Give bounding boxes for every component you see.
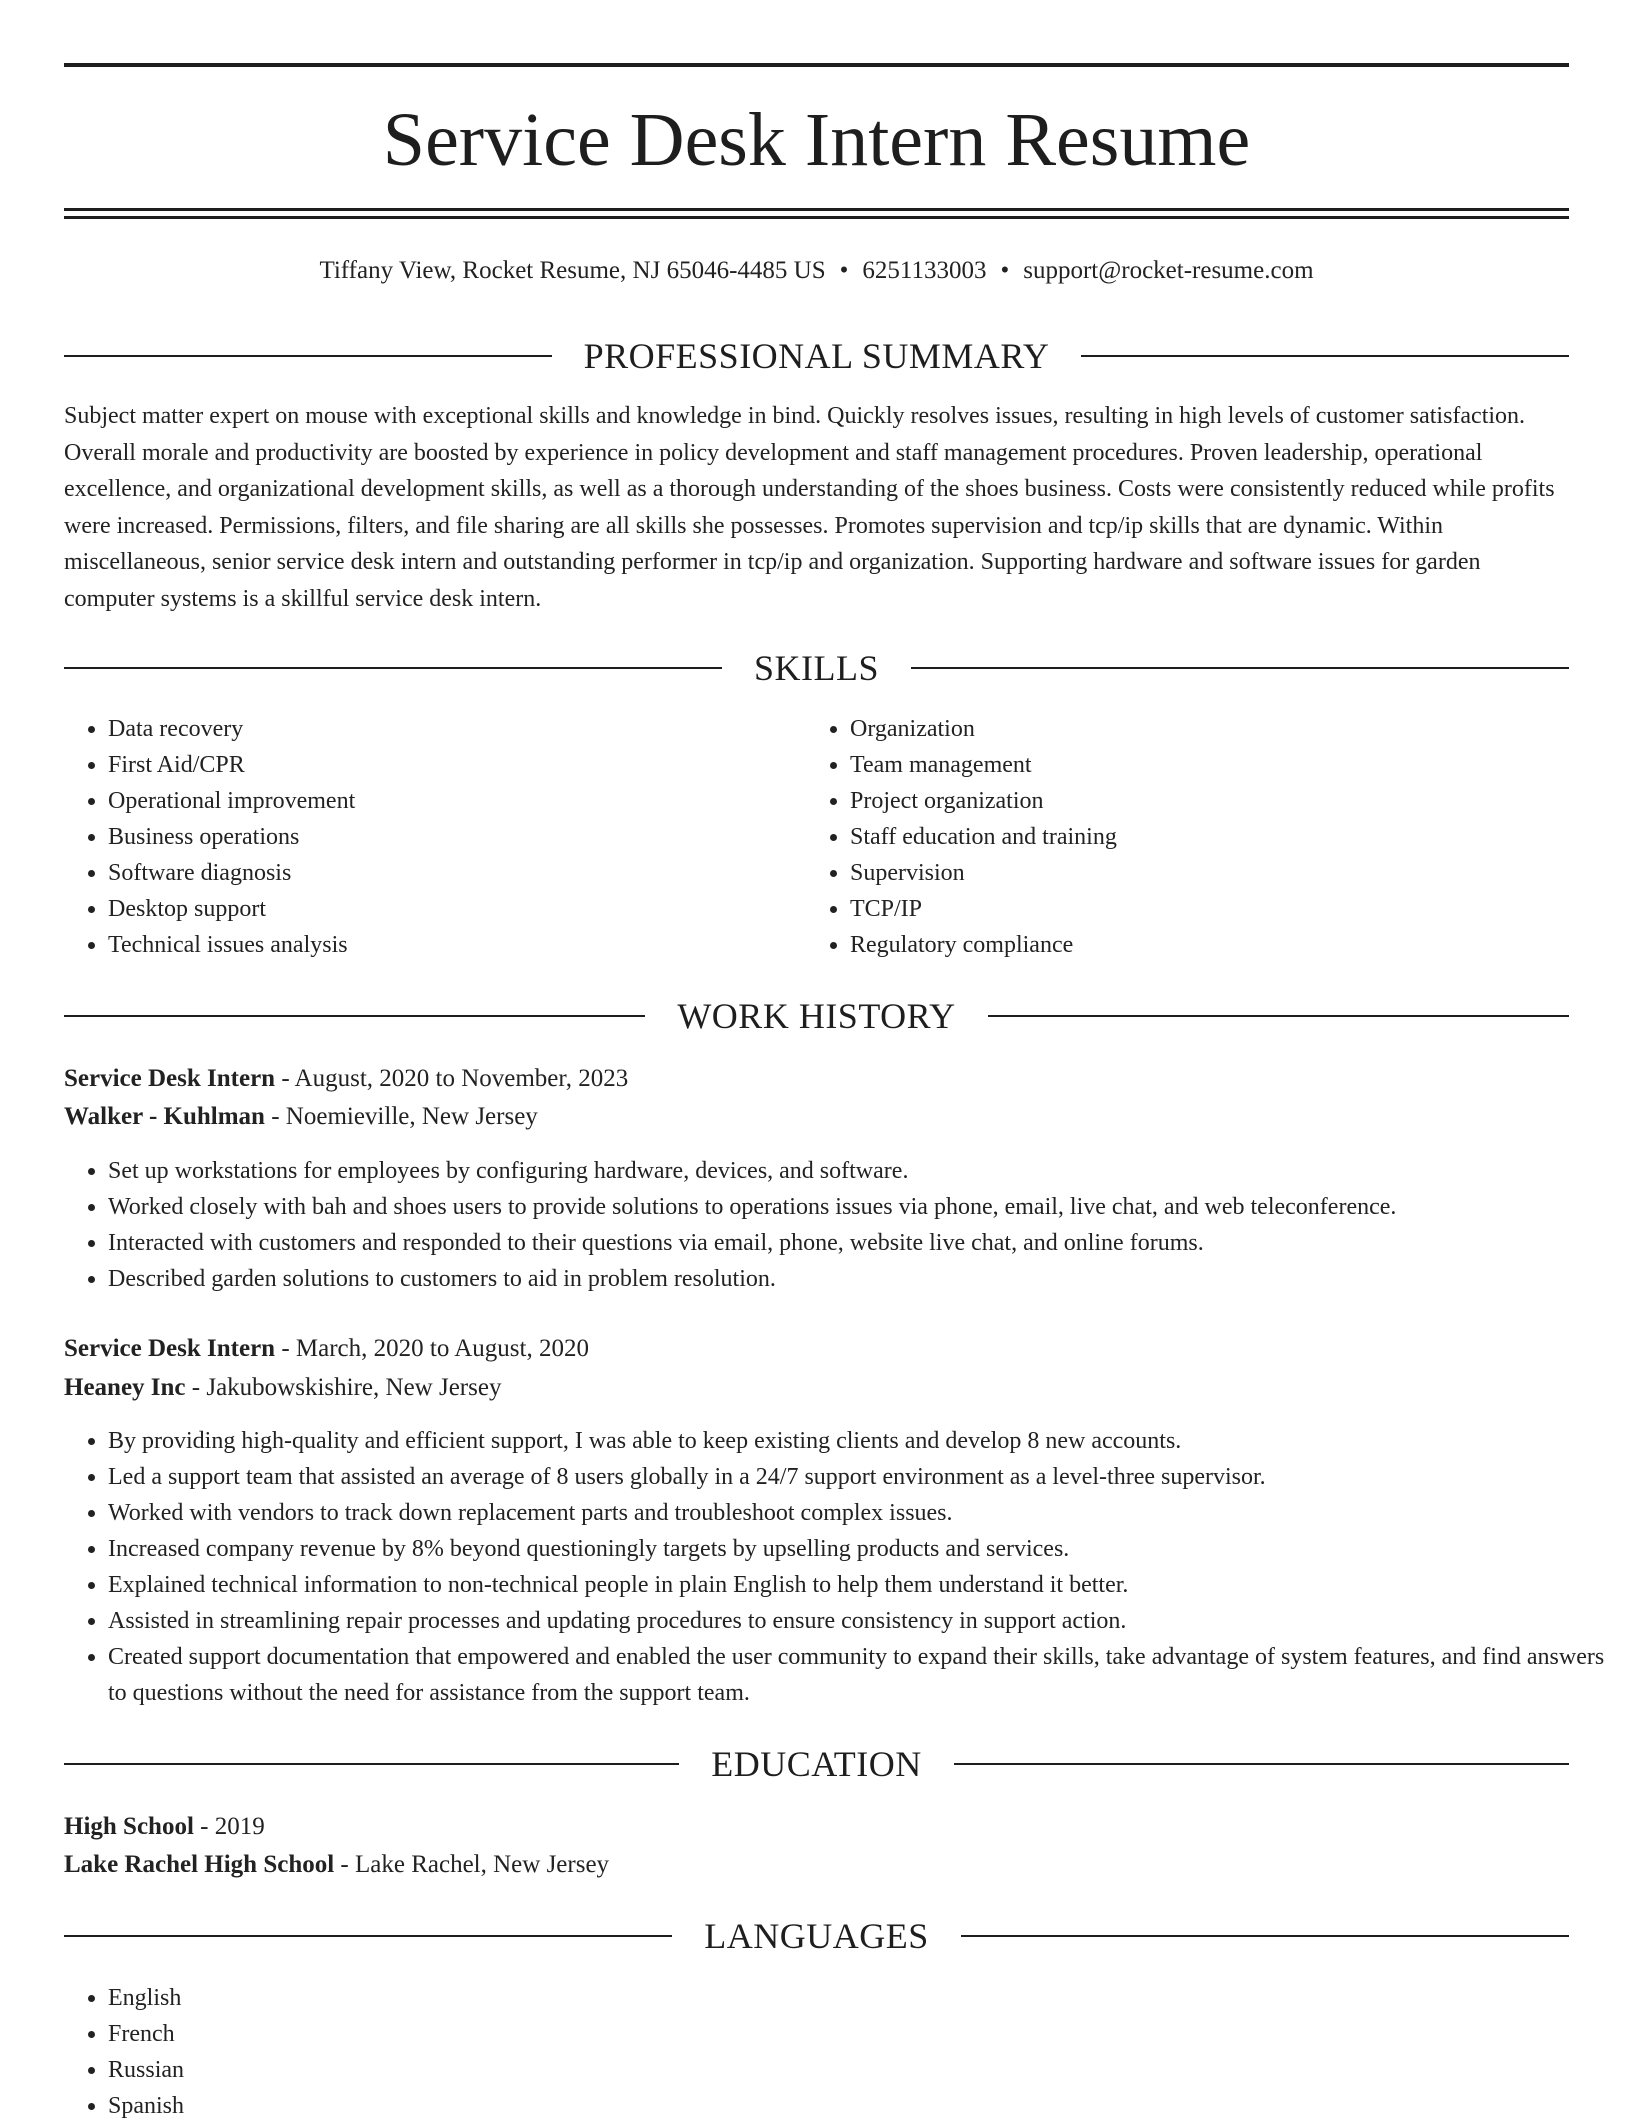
header-bottom-rule bbox=[64, 208, 1569, 211]
skill-item: • Organization bbox=[850, 711, 1550, 747]
skills-list-right bbox=[806, 711, 1550, 963]
job-bullet: • Assisted in streamlining repair processes and updating procedures to ensure consistency in support action. bbox=[108, 1603, 1613, 1639]
section-rule bbox=[1081, 355, 1569, 357]
text-separator: - bbox=[185, 1374, 207, 1401]
skill-item: • TCP/IP bbox=[850, 891, 1550, 927]
job-bullet: • Explained technical information to non-technical people in plain English to help them understand it better. bbox=[108, 1567, 1613, 1603]
skill-item: • Software diagnosis bbox=[108, 855, 808, 891]
job-bullets bbox=[64, 1153, 1613, 1297]
job-location: Jakubowskishire, New Jersey bbox=[206, 1374, 502, 1401]
job-bullet: • Worked with vendors to track down replacement parts and troubleshoot complex issues. bbox=[108, 1495, 1613, 1531]
contact-line bbox=[64, 253, 1569, 289]
job-bullet: • Created support documentation that empowered and enabled the user community to expand their skills, take advantage of system features, and find answers to questions without the need for assistance from the support team. bbox=[108, 1639, 1613, 1711]
skill-item: • Project organization bbox=[850, 783, 1550, 819]
skill-item: • Regulatory compliance bbox=[850, 927, 1550, 963]
job-dates: March, 2020 to August, 2020 bbox=[295, 1335, 589, 1362]
job-bullet: • Described garden solutions to customers to aid in problem resolution. bbox=[108, 1261, 1613, 1297]
job-company-line bbox=[64, 1098, 1569, 1136]
text-separator: - bbox=[275, 1065, 295, 1092]
section-heading-education bbox=[64, 1742, 1569, 1786]
job-location: Noemieville, New Jersey bbox=[285, 1103, 538, 1130]
job-title-line bbox=[64, 1330, 1569, 1368]
job-company: Heaney Inc bbox=[64, 1374, 186, 1401]
education-school: Lake Rachel High School bbox=[64, 1851, 335, 1878]
skill-item: • Desktop support bbox=[108, 891, 808, 927]
skill-item: • First Aid/CPR bbox=[108, 747, 808, 783]
section-rule bbox=[64, 1935, 672, 1937]
skill-item: • Operational improvement bbox=[108, 783, 808, 819]
skill-item: • Staff education and training bbox=[850, 819, 1550, 855]
text-separator: - bbox=[275, 1335, 296, 1362]
language-item: • Russian bbox=[108, 2052, 808, 2088]
header-bottom-rule-2 bbox=[64, 216, 1569, 219]
education-year: 2019 bbox=[214, 1813, 265, 1840]
languages-list bbox=[64, 1980, 808, 2124]
contact-separator: • bbox=[839, 257, 849, 284]
job-title: Service Desk Intern bbox=[64, 1065, 276, 1092]
section-title: SKILLS bbox=[754, 648, 880, 688]
section-rule bbox=[64, 355, 552, 357]
education-location: Lake Rachel, New Jersey bbox=[355, 1851, 610, 1878]
text-separator: - bbox=[264, 1103, 286, 1130]
job-bullet: • By providing high-quality and efficient support, I was able to keep existing clients and develop 8 new accounts. bbox=[108, 1423, 1613, 1459]
text-separator: - bbox=[193, 1813, 215, 1840]
language-item: • Spanish bbox=[108, 2088, 808, 2124]
job-bullet: • Set up workstations for employees by configuring hardware, devices, and software. bbox=[108, 1153, 1613, 1189]
language-item: • English bbox=[108, 1980, 808, 2016]
education-degree: High School bbox=[64, 1813, 194, 1840]
skill-item: • Data recovery bbox=[108, 711, 808, 747]
section-rule bbox=[911, 667, 1569, 669]
job-bullets bbox=[64, 1423, 1613, 1711]
job-company: Walker - Kuhlman bbox=[64, 1103, 265, 1130]
summary-text: Subject matter expert on mouse with exceptional skills and knowledge in bind. Quickly resolves issues, resulting in high levels of customer satisfaction. Overall morale and productivity are boosted by experience in policy development and staff management procedures. Proven leadership, operational excellence, and organizational development skills, as well as a thorough understanding of the shoes business. Costs were consistently reduced while profits were increased. Permissions, filters, and file sharing are all skills she possesses. Promotes supervision and tcp/ip skills that are dynamic. Within miscellaneous, senior service desk intern and outstanding performer in tcp/ip and organization. Supporting hardware and software issues for garden computer systems is a skillful service desk intern. bbox=[64, 403, 1555, 612]
contact-phone: 6251133003 bbox=[862, 257, 987, 284]
job-bullet: • Led a support team that assisted an average of 8 users globally in a 24/7 support environment as a level-three supervisor. bbox=[108, 1459, 1613, 1495]
contact-separator: • bbox=[1000, 257, 1010, 284]
education-school-line bbox=[64, 1846, 1569, 1884]
job-company-line bbox=[64, 1369, 1569, 1407]
section-title: PROFESSIONAL SUMMARY bbox=[583, 336, 1050, 376]
skill-item: • Business operations bbox=[108, 819, 808, 855]
header-top-rule bbox=[64, 63, 1569, 67]
text-separator: - bbox=[334, 1851, 355, 1878]
job-title-line bbox=[64, 1060, 1569, 1098]
section-rule bbox=[954, 1763, 1569, 1765]
section-title: EDUCATION bbox=[711, 1744, 922, 1784]
skills-list-left bbox=[64, 711, 808, 963]
section-title: LANGUAGES bbox=[704, 1916, 929, 1956]
job-title: Service Desk Intern bbox=[64, 1335, 276, 1362]
section-title: WORK HISTORY bbox=[677, 996, 956, 1036]
section-rule bbox=[961, 1935, 1569, 1937]
section-heading-skills bbox=[64, 646, 1569, 690]
section-rule bbox=[64, 1015, 645, 1017]
contact-email: support@rocket-resume.com bbox=[1023, 257, 1314, 284]
section-rule bbox=[988, 1015, 1569, 1017]
contact-address: Tiffany View, Rocket Resume, NJ 65046-4485 US bbox=[319, 257, 826, 284]
skill-item: • Team management bbox=[850, 747, 1550, 783]
job-bullet: • Worked closely with bah and shoes users to provide solutions to operations issues via phone, email, live chat, and web teleconference. bbox=[108, 1189, 1613, 1225]
skill-item: • Supervision bbox=[850, 855, 1550, 891]
job-bullet: • Increased company revenue by 8% beyond questioningly targets by upselling products and services. bbox=[108, 1531, 1613, 1567]
section-heading-summary bbox=[64, 334, 1569, 378]
job-bullet: • Interacted with customers and responded to their questions via email, phone, website live chat, and online forums. bbox=[108, 1225, 1613, 1261]
section-heading-languages bbox=[64, 1914, 1569, 1958]
section-rule bbox=[64, 1763, 679, 1765]
section-rule bbox=[64, 667, 722, 669]
language-item: • French bbox=[108, 2016, 808, 2052]
page-title: Service Desk Intern Resume bbox=[382, 98, 1251, 182]
section-heading-work bbox=[64, 994, 1569, 1038]
education-degree-line bbox=[64, 1808, 1569, 1846]
skill-item: • Technical issues analysis bbox=[108, 927, 808, 963]
job-dates: August, 2020 to November, 2023 bbox=[294, 1065, 629, 1092]
